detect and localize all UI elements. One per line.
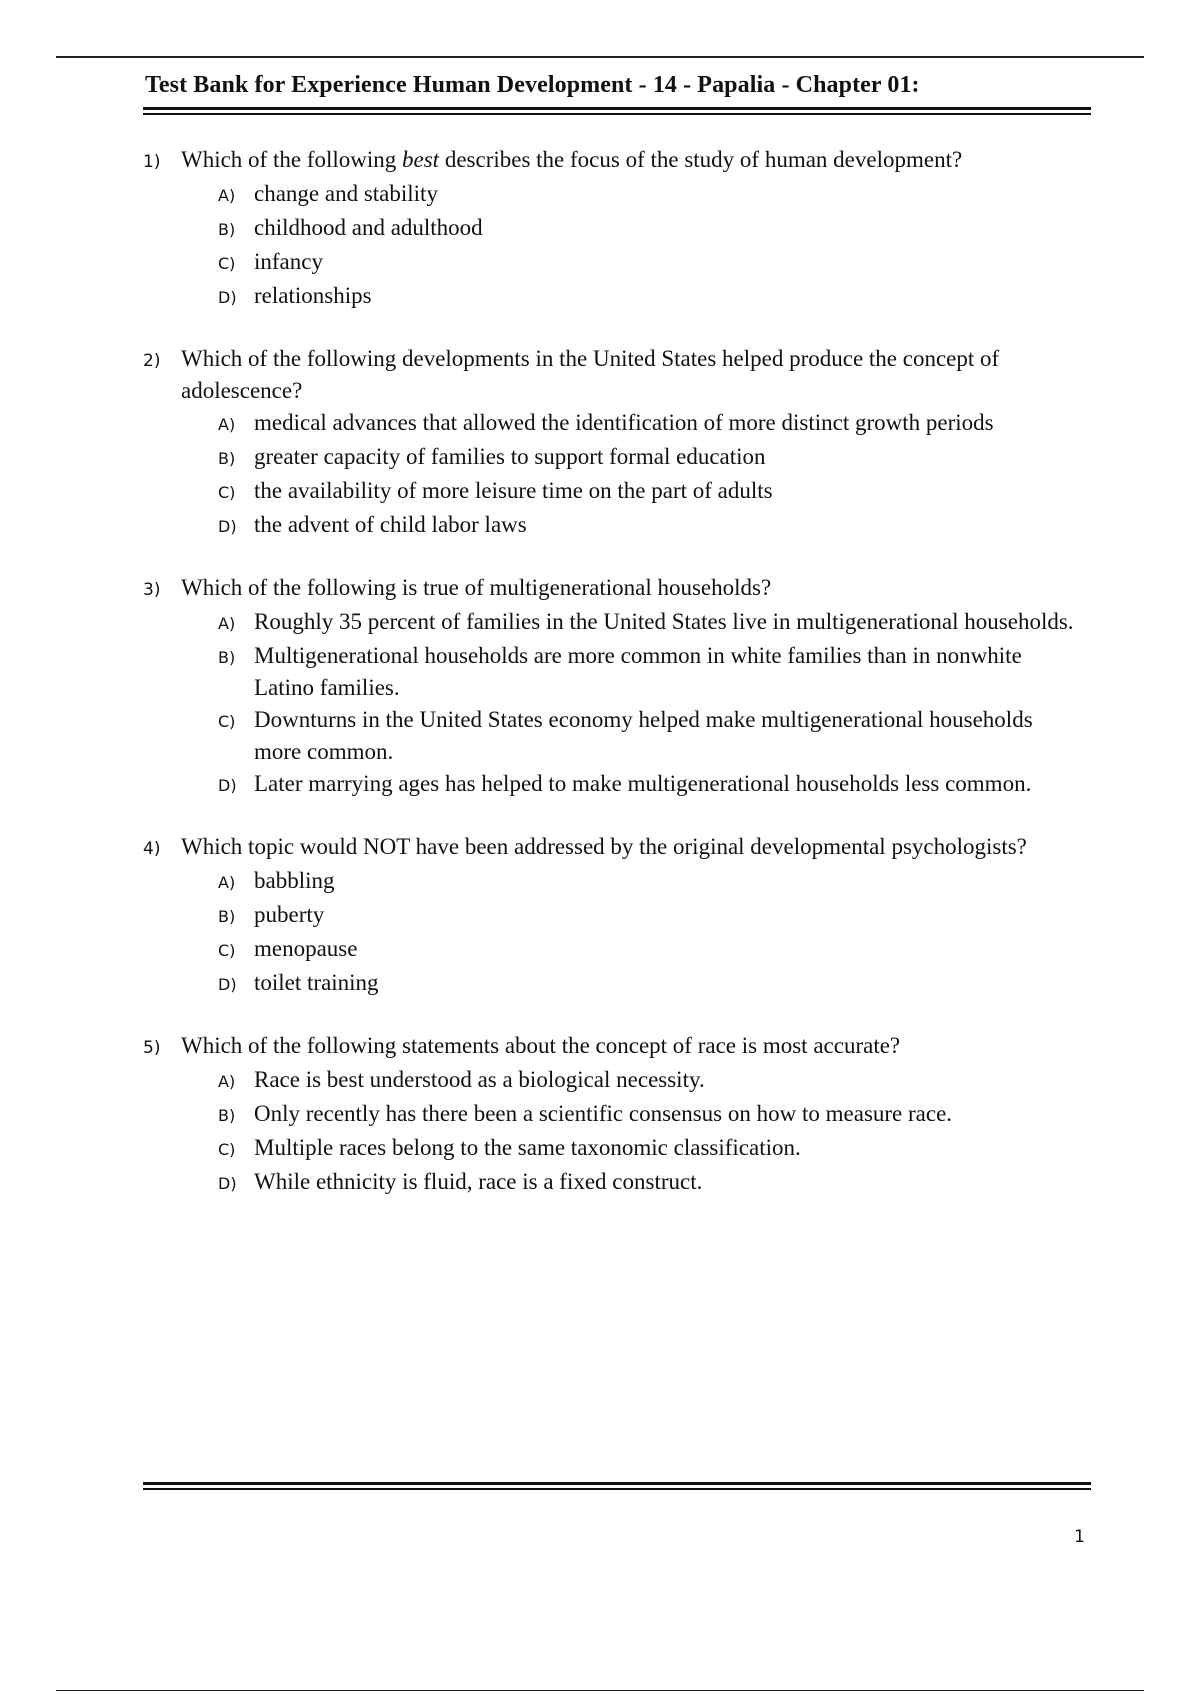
option-text: medical advances that allowed the identification of more distinct growth periods	[254, 410, 994, 435]
answer-option-a	[143, 407, 1083, 441]
option-letter: D)	[218, 975, 237, 994]
option-text: Downturns in the United States economy helped make multigenerational households more common.	[254, 707, 1033, 764]
option-letter: C)	[218, 254, 236, 273]
option-letter: A)	[218, 415, 236, 434]
answer-option-d	[143, 509, 1083, 543]
answer-option-d	[143, 280, 1083, 314]
answer-option-b	[143, 212, 1083, 246]
question-number: 4)	[143, 839, 161, 859]
answer-option-c	[143, 704, 1083, 768]
option-letter: C)	[218, 1140, 236, 1159]
question-list	[143, 144, 1083, 1229]
option-letter: C)	[218, 712, 236, 731]
answer-option-a	[143, 865, 1083, 899]
answer-option-a	[143, 606, 1083, 640]
option-letter: B)	[218, 1106, 236, 1125]
option-text: change and stability	[254, 181, 438, 206]
question-text: Which of the following developments in the United States helped produce the concept of adolescence?	[181, 346, 1000, 403]
option-letter: B)	[218, 907, 236, 926]
option-letter: B)	[218, 648, 236, 667]
answer-option-d	[143, 967, 1083, 1001]
answer-option-c	[143, 1132, 1083, 1166]
option-letter: A)	[218, 186, 236, 205]
option-text: childhood and adulthood	[254, 215, 483, 240]
question-1	[143, 144, 1083, 314]
option-letter: C)	[218, 483, 236, 502]
answer-option-b	[143, 441, 1083, 475]
question-number: 2)	[143, 351, 161, 371]
option-text: the availability of more leisure time on the part of adults	[254, 478, 773, 503]
option-letter: B)	[218, 449, 236, 468]
option-text: puberty	[254, 902, 325, 927]
option-text: babbling	[254, 868, 335, 893]
question-number: 3)	[143, 580, 161, 600]
question-text: Which of the following statements about the concept of race is most accurate?	[181, 1033, 901, 1058]
question-text: Which of the following is true of multigenerational households?	[181, 575, 772, 600]
page-number: 1	[1074, 1527, 1085, 1547]
option-text: Later marrying ages has helped to make multigenerational households less common.	[254, 771, 1032, 796]
question-2	[143, 343, 1083, 543]
answer-option-a	[143, 1064, 1083, 1098]
question-text: Which topic would NOT have been addressed by the original developmental psychologists?	[181, 834, 1027, 859]
option-letter: A)	[218, 614, 236, 633]
option-letter: D)	[218, 776, 237, 795]
question-text: Which of the following best describes the focus of the study of human development?	[181, 147, 963, 172]
option-letter: A)	[218, 1072, 236, 1091]
emphasis-text: best	[402, 147, 440, 172]
option-text: Roughly 35 percent of families in the United States live in multigenerational households.	[254, 609, 1074, 634]
option-text: the advent of child labor laws	[254, 512, 527, 537]
question-4	[143, 831, 1083, 1001]
answer-option-b	[143, 640, 1083, 704]
option-letter: D)	[218, 517, 237, 536]
header-double-rule	[143, 107, 1091, 115]
option-letter: D)	[218, 288, 237, 307]
answer-option-a	[143, 178, 1083, 212]
option-text: relationships	[254, 283, 372, 308]
answer-option-c	[143, 933, 1083, 967]
question-3	[143, 572, 1083, 802]
option-letter: B)	[218, 220, 236, 239]
question-number: 5)	[143, 1038, 161, 1058]
option-text: greater capacity of families to support formal education	[254, 444, 766, 469]
option-text: While ethnicity is fluid, race is a fixed construct.	[254, 1169, 703, 1194]
option-letter: A)	[218, 873, 236, 892]
option-text: Only recently has there been a scientific consensus on how to measure race.	[254, 1101, 953, 1126]
answer-option-b	[143, 1098, 1083, 1132]
option-letter: C)	[218, 941, 236, 960]
option-text: toilet training	[254, 970, 379, 995]
answer-option-c	[143, 475, 1083, 509]
option-text: Multigenerational households are more common in white families than in nonwhite Latino families.	[254, 643, 1022, 700]
option-text: Race is best understood as a biological necessity.	[254, 1067, 705, 1092]
footer-double-rule	[143, 1482, 1091, 1490]
option-text: infancy	[254, 249, 323, 274]
option-text: Multiple races belong to the same taxonomic classification.	[254, 1135, 801, 1160]
page-title: Test Bank for Experience Human Development - 14 - Papalia - Chapter 01:	[145, 72, 920, 98]
option-letter: D)	[218, 1174, 237, 1193]
answer-option-d	[143, 1166, 1083, 1200]
answer-option-d	[143, 768, 1083, 802]
answer-option-c	[143, 246, 1083, 280]
question-5	[143, 1030, 1083, 1200]
option-text: menopause	[254, 936, 358, 961]
top-page-rule	[56, 56, 1144, 58]
question-number: 1)	[143, 152, 161, 172]
answer-option-b	[143, 899, 1083, 933]
bottom-page-rule	[56, 1690, 1144, 1691]
